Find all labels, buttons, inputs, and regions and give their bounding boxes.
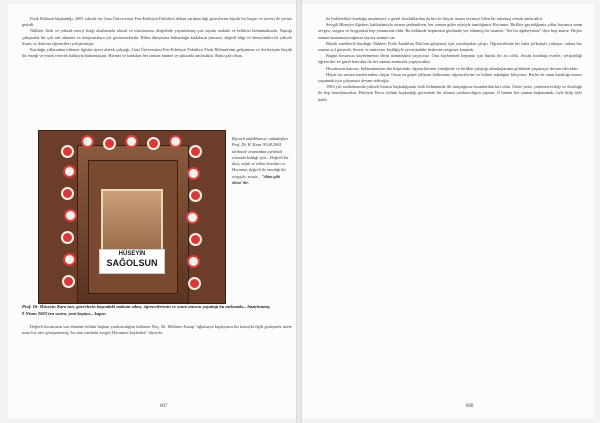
page-number: 808 (466, 404, 474, 409)
left-top-text (22, 16, 292, 59)
right-paragraph: Bugün hocamızı kaybetmenin derin üzüntüsünü yaşıyoruz. Onu kaybetmek hepimiz için büyük bir acı oldu. Ancak bıraktığı eserler, yetiştirdiği öğrenciler ve güzel hatıralar ile her zaman aramızda yaşayacaktır. (318, 53, 582, 65)
right-paragraph: Sevgili Hüseyin Ağabey; kahkahasıyla ortamı şenlendiren, her zaman güler yüzüyle tanıdığımız Hocamız. Birlikte geçirdiğimiz yıllar boyunca onun sevgisi, saygısı ve hoşgörüsü hep yanımızda oldu. Bu bölümde hepimizin gönlünde yer edinmiş bir insandı. "Siz bir ağabeysiniz" diye hep anarız. Hiçbir zaman unutamayacağımız sayısız anımız var. (318, 22, 582, 40)
photo-caption: Prof. Dr. Hüseyin Kara'nın, görevlerin başındaki makam odası, öğrencilerinin ve onun anısını yaşattığı bu mekanda... hazırlanmış 9 Nisan 2005'ten sonra, yeni baştan... kapısı (22, 304, 270, 316)
right-paragraph: ile birliktelikte kurduğu samimiyet, o güzel dostluklardan da biri ki birçok insanı sevmeyi bilen bir arkadaşı olarak anılacaktır. (326, 16, 544, 21)
right-paragraph: Hocamızın hatırası, bölümümüzün her köşesinde, öğrencilerinin yüreğinde ve birlikte çalıştığı arkadaşlarının gönlünde yaşamaya devam edecektir. (326, 65, 579, 71)
left-paragraph: Değerli hocamızın son döneme bölüm başkan yardımcılığını üstlenen Doç. Dr. Mehmet Kasap "ağlamaya başlayınca bir konuyla ilgili görüşmek üzere uzun bir süre görüşememiş, bu süre zarfında sevgili Hocamızı kaybettik" diyordu. (22, 324, 292, 336)
left-paragraph: Fizik Bölümü başkanlığı, 2005 yılında ise Gazi Üniversitesi Fen-Edebiyat Fakültesi dekan yardımcılığı görevlerini büyük bir başarı ve özveri ile yerine getirdi. (22, 16, 292, 28)
left-bottom-text (22, 324, 292, 336)
photo-side-caption: Biyoteli malikhaneyi, arkadaşları Prof. Dr. H. Kara 30.04.2005 tarihinde aramızdan ayrılmak zorunda kaldığı için... Değerli bir dost, vefalı ve itibar hocaları ve Hocamız, değerli ile tanıdığı bir sevgiyle, sessiz... "ölüm gibi ölüm"dır. (232, 136, 289, 186)
left-page (8, 4, 296, 419)
left-paragraph: Kurduğu yıllarından itibaren ilgisini üyesi olarak çalıştığı, Gazi Üniversitesi Fen-Edebiyat Fakültesi Fizik Bölümü'nün gelişimine ve ilerleyişine büyük bir emeği ve emek vererek hakkıyla bulunmuştur. Hizmet ve katkıları her zaman minnet ve şükranla anılacaktır. Ruhu şad olsun. (22, 47, 292, 59)
office-door-photo (38, 130, 226, 304)
left-paragraph: Nükleer fizik ve yüksek enerji fiziği alanlarında ulusal ve uluslararası dergilerde yayınlanmış çok sayıda makale ve bildirisi bulunmaktadır. Yaptığı çalışmalar bir çok atıf almakta ve araştırmalara yol göstermektedir. Bilim dünyasına bulunduğu katkıların yanısıra, değerli bilgi ve deneyimleri ile yüksek lisans ve doktora öğrencileri yetiştirmiştir. (22, 28, 292, 46)
right-paragraph: 1984 yılı sonbaharında yüksek lisansa başladığımda fizik bölümünde ilk tanıştığımız insanlardan biri oldu. Güler yüzü, yardımseverliği ve dostluğu ile hep hatırlanacaktır. Hüseyin Hoca, bölüm başkanlığı görevinde bir dönem yardımcılığını yaptım. O benim her zaman başkanımdı; öyle bilip öyle kaldı. (318, 84, 582, 102)
right-paragraph: Hayat bir zaman tanelerinden oluşur. Onun en güzel yıllarını bölümüne, öğrencilerine ve bilime adadığını biliyoruz. Bizler de onun bıraktığı mirası yaşatmak için çalışmaya devam edeceğiz. (318, 71, 582, 84)
page-number: 807 (160, 404, 168, 409)
memorial-banner: HÜSEYİN (99, 249, 165, 273)
right-text (318, 16, 582, 103)
right-paragraph: Büyük emeklerle kurduğu Nükleer Fizik Anabilim Dalı'nın gelişmesi için yorulmadan çalıştı. Öğrencilerine bir baba şefkatiyle yaklaştı, onlara her zaman yol gösterdi. Sessiz ve mütevazı kişiliğiyle çevresindeki herkesin sevgisini kazandı. (318, 40, 582, 53)
memorial-banner-name: SAĞOLSUN (99, 257, 165, 274)
right-page (302, 4, 594, 419)
